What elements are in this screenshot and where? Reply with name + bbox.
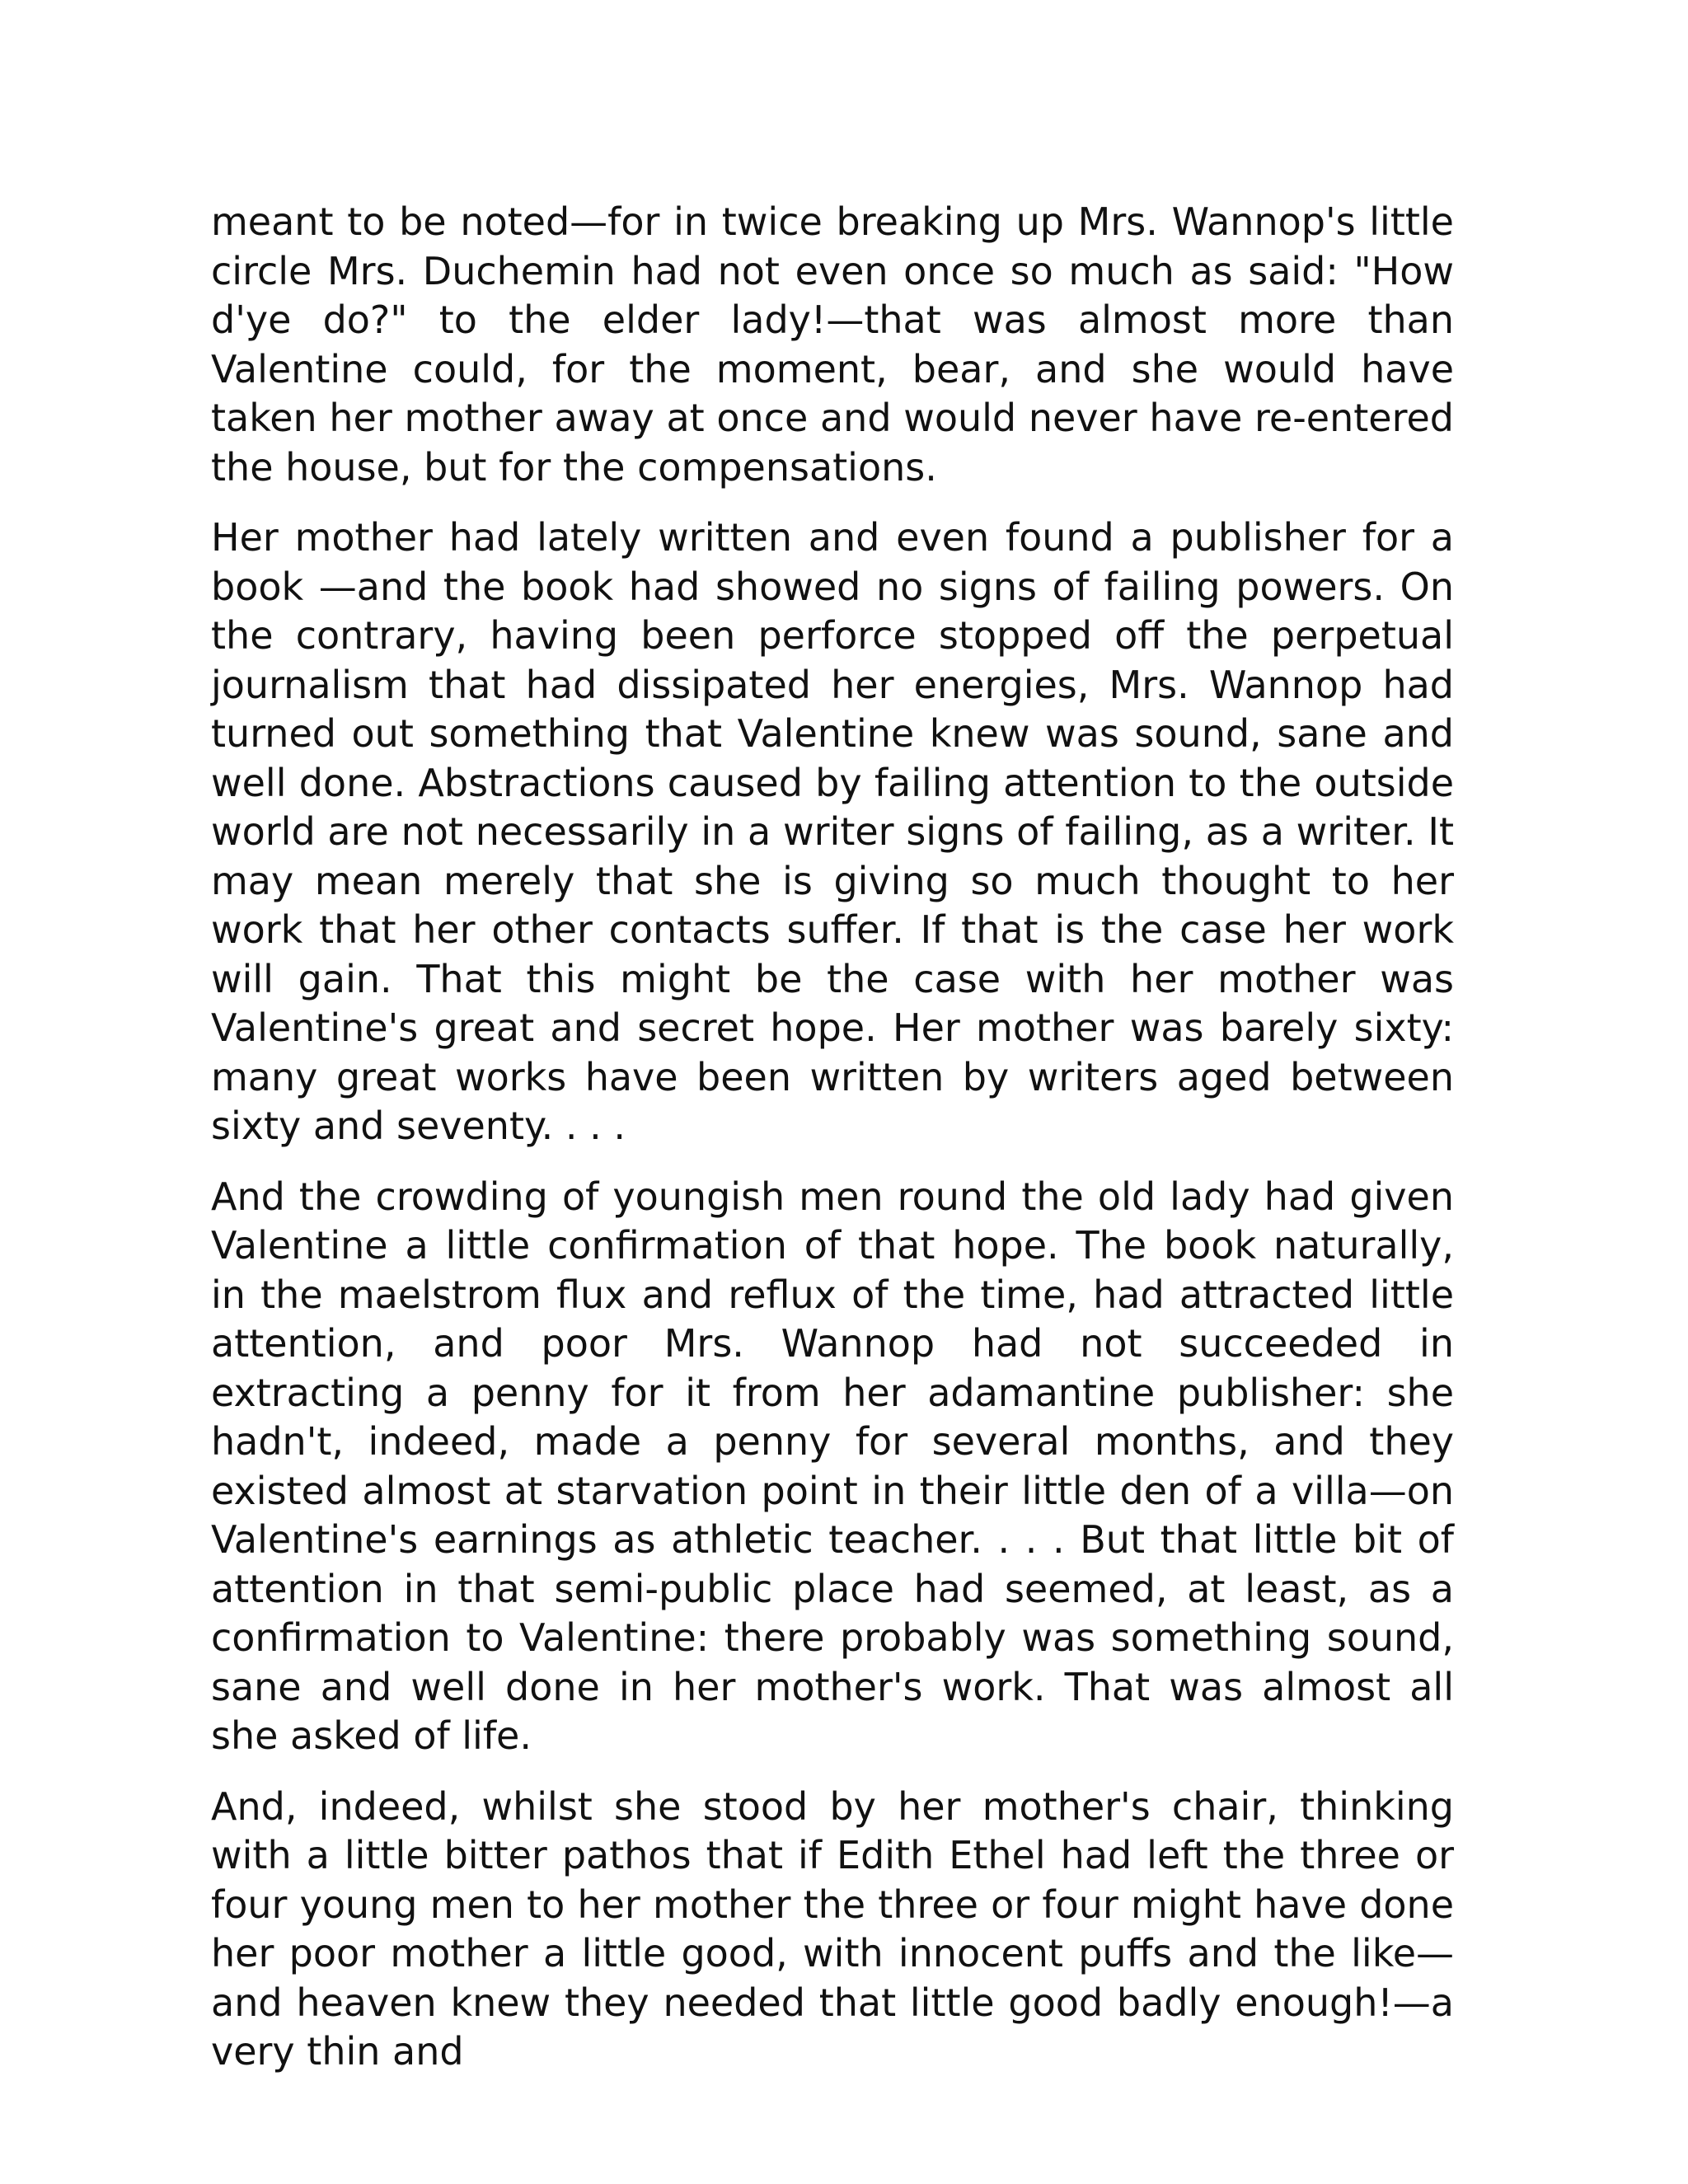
book-page xyxy=(211,198,1454,2098)
paragraph-4: And, indeed, whilst she stood by her mother's chair, thinking with a little bitter pathos that if Edith Ethel had left the three or four young men to her mother the three or four might have done her poor mother a little good, with innocent puffs and the like—and heaven knew they needed that little good badly enough!—a very thin and xyxy=(211,1783,1454,2074)
paragraph-2: Her mother had lately written and even found a publisher for a book —and the book had showed no signs of failing powers. On the contrary, having been perforce stopped off the perpetual journalism that had dissipated her energies, Mrs. Wannop had turned out something that Valentine knew was sound, sane and well done. Abstractions caused by failing attention to the outside world are not necessarily in a writer signs of failing, as a writer. It may mean merely that she is giving so much thought to her work that her other contacts suffer. If that is the case her work will gain. That this might be the case with her mother was Valentine's great and secret hope. Her mother was barely sixty: many great works have been written by writers aged between sixty and seventy. . . . xyxy=(211,515,1454,1148)
paragraph-1: meant to be noted—for in twice breaking up Mrs. Wannop's little circle Mrs. Duchemin had not even once so much as said: "How d'ye do?" to the elder lady!—that was almost more than Valentine could, for the moment, bear, and she would have taken her mother away at once and would never have re-entered the house, but for the compensations. xyxy=(211,199,1454,490)
paragraph-3: And the crowding of youngish men round the old lady had given Valentine a little confirmation of that hope. The book naturally, in the maelstrom flux and reflux of the time, had attracted little attention, and poor Mrs. Wannop had not succeeded in extracting a penny for it from her adamantine publisher: she hadn't, indeed, made a penny for several months, and they existed almost at starvation point in their little den of a villa—on Valentine's earnings as athletic teacher. . . . But that little bit of attention in that semi-public place had seemed, at least, as a confirmation to Valentine: there probably was something sound, sane and well done in her mother's work. That was almost all she asked of life. xyxy=(211,1174,1454,1758)
